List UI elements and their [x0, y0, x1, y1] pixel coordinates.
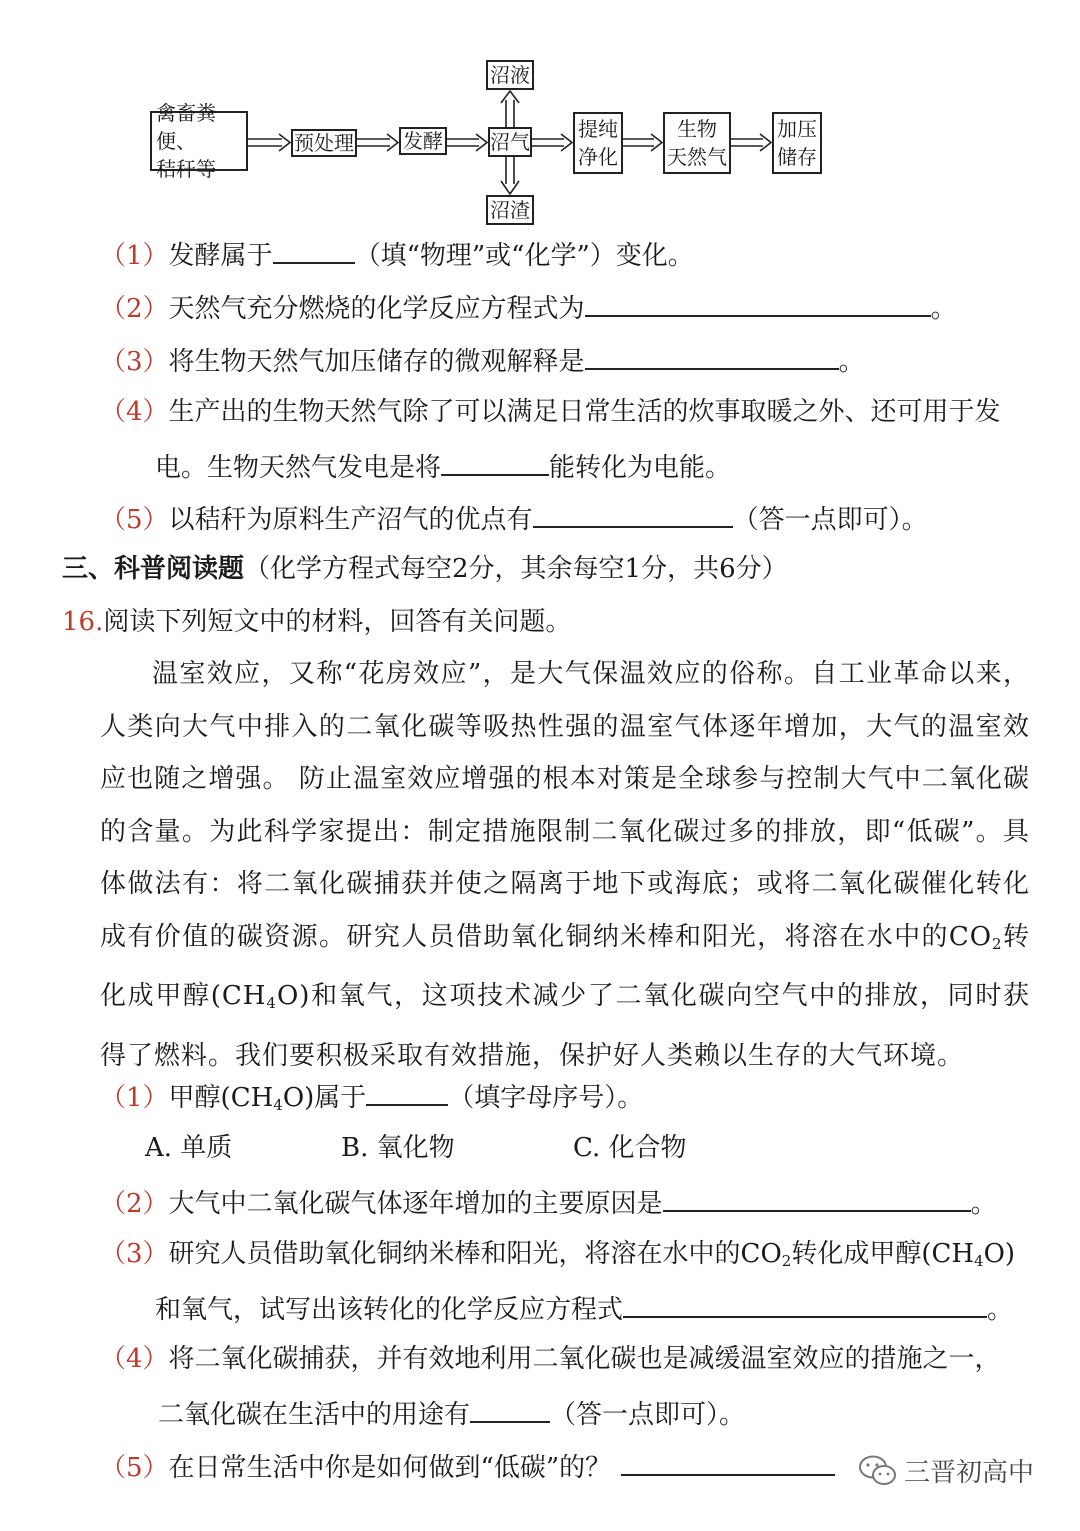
biogas-label: 沼气 [490, 130, 530, 154]
flow-arrows [0, 0, 1080, 240]
q16-part1 [100, 1078, 643, 1122]
q16-passage-part3: O)和氧气，这项技术减少了二氧化碳向空气中的排放，同时获得了燃料。我们要积极采取有效措施，保护好人类赖以生存的大气环境。 [100, 981, 1030, 1071]
arrow-natgas-store [731, 134, 771, 151]
q16-part4 [100, 1342, 1001, 1376]
q16-p3-sub: 2 [781, 1252, 792, 1270]
q16-intro-line [62, 605, 571, 639]
q16-p4-text: 将二氧化碳捕获，并有效地利用二氧化碳也是减缓温室效应的措施之一， [168, 1344, 1001, 1374]
wechat-icon [858, 1454, 898, 1488]
q16-p1-sub: 4 [273, 1096, 283, 1114]
q16-p5-num: （5） [100, 1453, 169, 1483]
source-line1: 禽畜粪便、 [156, 101, 216, 153]
q16-number: 16. [62, 607, 104, 637]
q15-p2-blank[interactable] [585, 289, 931, 317]
q15-p5-blank[interactable] [533, 500, 733, 528]
q16-p3-tail: 。 [987, 1295, 1014, 1325]
arrow-biogas-purify [532, 134, 572, 151]
q16-p2-num: （2） [100, 1189, 169, 1219]
source-line2: 秸秆等 [156, 157, 216, 181]
section3-title: 三、科普阅读题 [62, 554, 245, 584]
q15-p5-text: 以秸秆为原料生产沼气的优点有 [168, 505, 533, 535]
q15-p5-tail: （答一点即可）。 [732, 505, 928, 535]
q16-option-c: C. 化合物 [573, 1133, 687, 1163]
q15-p3-num: （3） [100, 347, 169, 377]
section3-heading [62, 552, 788, 586]
liquid-label: 沼液 [490, 63, 530, 87]
q16-p1-blank[interactable] [366, 1078, 448, 1106]
section3-note: （化学方程式每空2分，其余每空1分，共6分） [244, 554, 788, 584]
q15-p3-tail: 。 [838, 347, 865, 377]
q15-part3 [100, 342, 865, 379]
q16-p1-num: （1） [100, 1083, 169, 1113]
q16-part2 [100, 1184, 997, 1221]
q15-p1-num: （1） [100, 241, 169, 271]
q16-p1-text: 甲醇(CH [168, 1083, 274, 1113]
q16-option-b: B. 氧化物 [341, 1133, 455, 1163]
q15-p4-tail: 能转化为电能。 [549, 453, 732, 483]
arrow-biogas-liquid [501, 91, 519, 127]
q16-p3-text2: 转化成甲醇(CH [791, 1239, 975, 1269]
arrow-pretreat-ferment [357, 134, 398, 151]
q15-p4-num: （4） [100, 397, 169, 427]
q16-option-a: A. 单质 [145, 1133, 233, 1163]
q16-passage [100, 648, 1030, 1082]
natgas-line1: 生物 [677, 117, 717, 141]
q15-p4-text: 生产出的生物天然气除了可以满足日常生活的炊事取暖之外、还可用于发 [168, 397, 1001, 427]
q15-part4-cont [155, 448, 731, 485]
purify-line1: 提纯 [578, 117, 618, 141]
q16-p4-tail: （答一点即可）。 [550, 1400, 746, 1430]
q16-p2-blank[interactable] [663, 1184, 971, 1212]
q15-part1 [100, 236, 694, 273]
q16-p3-text: 研究人员借助氧化铜纳米棒和阳光，将溶在水中的CO [168, 1239, 782, 1269]
q16-passage-part1: 温室效应，又称“花房效应”，是大气保温效应的俗称。自工业革命以来，人类向大气中排入的二氧化碳等吸热性强的温室气体逐年增加，大气的温室效应也随之增强。 防止温室效应增强的根本对策是全球参与控制大气中二氧化碳的含量。为此科学家提出：制定措施限制二氧化碳过多的排放，即“低碳”。具体做法有：将二氧化碳捕获并使之隔离于地下或海底；或将二氧化碳催化转化成有价值的碳资源。研究人员借助氧化铜纳米棒和阳光，将溶在水中的CO [100, 659, 1030, 952]
q16-p3-num: （3） [100, 1239, 169, 1269]
q15-part5 [100, 500, 928, 537]
natgas-line2: 天然气 [667, 145, 727, 169]
q15-part4 [100, 395, 1001, 429]
q15-p3-blank[interactable] [585, 342, 839, 370]
q16-p3-blank[interactable] [623, 1290, 987, 1318]
arrow-biogas-residue [501, 157, 519, 194]
q16-p4-num: （4） [100, 1344, 169, 1374]
q15-p4-blank[interactable] [441, 448, 549, 476]
q16-p5-blank[interactable] [621, 1448, 835, 1476]
residue-label: 沼渣 [490, 198, 530, 222]
q15-p5-num: （5） [100, 505, 169, 535]
q16-passage-part2: 转化成甲醇(CH [100, 921, 1030, 1011]
q16-p3-text4: 和氧气，试写出该转化的化学反应方程式 [155, 1295, 624, 1325]
q15-p2-tail: 。 [930, 294, 957, 324]
q16-part4-cont [158, 1395, 745, 1432]
q15-p1-blank[interactable] [273, 236, 355, 264]
q15-p1-text: 发酵属于 [168, 241, 273, 271]
arrow-ferment-biogas [447, 134, 487, 151]
q16-intro: 阅读下列短文中的材料，回答有关问题。 [103, 607, 572, 637]
purify-line2: 净化 [578, 145, 618, 169]
q16-part5 [100, 1448, 835, 1485]
watermark [858, 1452, 1034, 1489]
q16-p3-sub2: 4 [974, 1252, 984, 1270]
q16-options [145, 1131, 687, 1165]
q16-p4-text2: 二氧化碳在生活中的用途有 [158, 1400, 471, 1430]
q15-p3-text: 将生物天然气加压储存的微观解释是 [168, 347, 585, 377]
q15-p2-text: 天然气充分燃烧的化学反应方程式为 [168, 294, 585, 324]
q16-p5-text: 在日常生活中你是如何做到“低碳”的？ [168, 1453, 612, 1483]
q15-p4-text2: 电。生物天然气发电是将 [155, 453, 442, 483]
q16-p4-blank[interactable] [470, 1395, 550, 1423]
q16-p1-tail: （填字母序号）。 [448, 1083, 644, 1113]
q15-p2-num: （2） [100, 294, 169, 324]
store-line1: 加压 [777, 117, 817, 141]
q16-p3-text3: O) [983, 1239, 1016, 1269]
q16-p2-tail: 。 [970, 1189, 997, 1219]
q16-p2-text: 大气中二氧化碳气体逐年增加的主要原因是 [168, 1189, 663, 1219]
q16-passage-sub2: 2 [992, 934, 1003, 953]
q16-part3 [100, 1237, 1015, 1278]
watermark-text: 三晋初高中 [904, 1458, 1035, 1488]
pretreat-label: 预处理 [294, 131, 354, 155]
store-line2: 储存 [777, 145, 817, 169]
q15-part2 [100, 289, 957, 326]
ferment-label: 发酵 [403, 129, 443, 153]
q15-p1-tail: （填“物理”或“化学”）变化。 [354, 241, 694, 271]
arrow-source-pretreat [248, 134, 290, 151]
arrow-purify-natgas [623, 134, 662, 151]
q16-part3-cont [155, 1290, 1013, 1327]
q16-p1-text2: O)属于 [282, 1083, 367, 1113]
q16-passage-sub4: 4 [266, 994, 277, 1012]
